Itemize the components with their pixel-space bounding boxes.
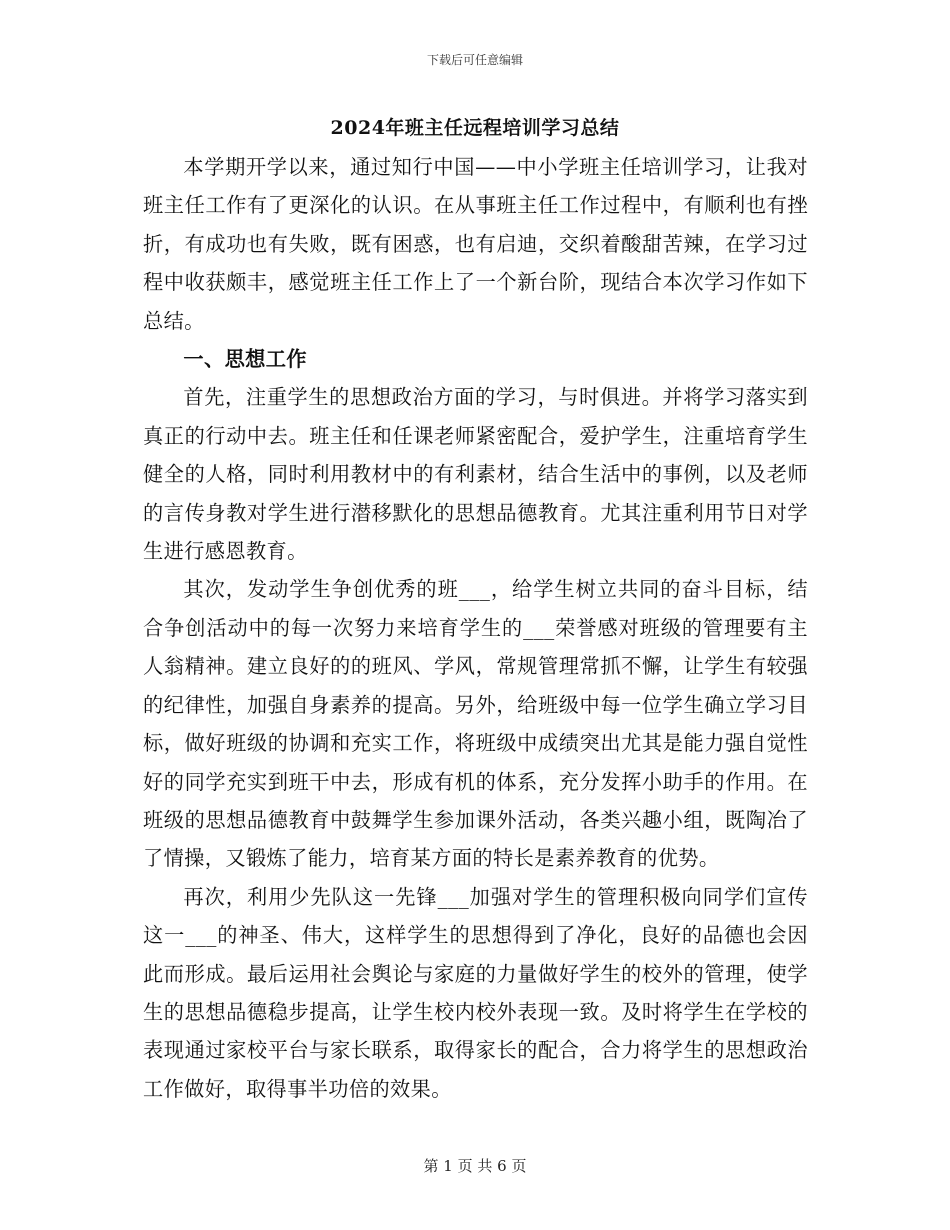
section-heading-thought-work: 一、思想工作 [183, 347, 307, 372]
page-header: 下载后可任意编辑 [426, 53, 523, 67]
body-paragraph: 再次，利用少先队这一先锋___加强对学生的管理积极向同学们宣传这一___的神圣、伟大，这样学生的思想得到了净化，良好的品德也会因此而形成。最后运用社会舆论与家庭的力量做好学生的校外的管理，使学生的思想品德稳步提高，让学生校内校外表现一致。及时将学生在学校的表现通过家校平台与家长联系，取得家长的配合，合力将学生的思想政治工作做好，取得事半功倍的效果。 [143, 884, 808, 1101]
page-number-footer: 第 1 页 共 6 页 [423, 1157, 527, 1175]
document-title: 2024年班主任远程培训学习总结 [330, 117, 620, 139]
intro-paragraph: 本学期开学以来，通过知行中国——中小学班主任培训学习，让我对班主任工作有了更深化的认识。在从事班主任工作过程中，有顺利也有挫折，有成功也有失败，既有困惑，也有启迪，交织着酸甜苦辣，在学习过程中收获颇丰，感觉班主任工作上了一个新台阶，现结合本次学习作如下总结。 [143, 155, 808, 333]
body-paragraph: 首先，注重学生的思想政治方面的学习，与时俱进。并将学习落实到真正的行动中去。班主任和任课老师紧密配合，爱护学生，注重培育学生健全的人格，同时利用教材中的有利素材，结合生活中的事例，以及老师的言传身教对学生进行潜移默化的思想品德教育。尤其注重利用节日对学生进行感恩教育。 [143, 385, 808, 564]
body-paragraph: 其次，发动学生争创优秀的班___，给学生树立共同的奋斗目标，结合争创活动中的每一次努力来培育学生的___荣誉感对班级的管理要有主人翁精神。建立良好的的班风、学风，常规管理常抓不懈，让学生有较强的纪律性，加强自身素养的提高。另外，给班级中每一位学生确立学习目标，做好班级的协调和充实工作，将班级中成绩突出尤其是能力强自觉性好的同学充实到班干中去，形成有机的体系，充分发挥小助手的作用。在班级的思想品德教育中鼓舞学生参加课外活动，各类兴趣小组，既陶冶了了情操，又锻炼了能力，培育某方面的特长是素养教育的优势。 [143, 577, 808, 871]
document-body [143, 148, 808, 1108]
